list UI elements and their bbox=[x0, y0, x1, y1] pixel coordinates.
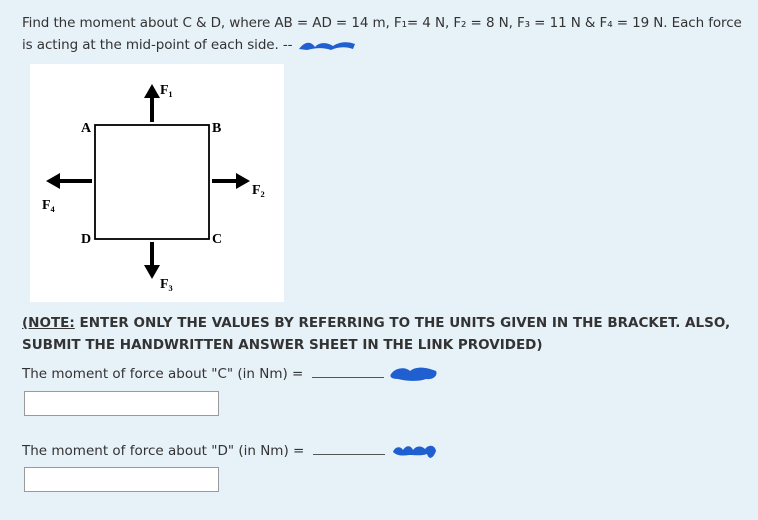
redaction-scribble-icon bbox=[297, 38, 359, 52]
instruction-note bbox=[22, 312, 747, 356]
answer-c-blank-line bbox=[312, 377, 384, 378]
corner-label-b: B bbox=[212, 121, 222, 136]
answer-c-label: The moment of force about "C" (in Nm) = bbox=[22, 366, 304, 382]
force-arrow-f2 bbox=[212, 173, 250, 189]
answer-d-blank-line bbox=[313, 454, 385, 455]
answer-c-input[interactable] bbox=[24, 391, 219, 416]
question-text bbox=[22, 12, 747, 56]
answer-c-prompt bbox=[22, 365, 440, 383]
note-text: ENTER ONLY THE VALUES BY REFERRING TO THE UNITS GIVEN IN THE BRACKET. ALSO, SUBMIT THE HANDWRITTEN ANSWER SHEET IN THE LINK PROVIDED) bbox=[22, 315, 731, 353]
force-diagram bbox=[30, 64, 284, 302]
plate-square bbox=[95, 125, 209, 239]
corner-label-d: D bbox=[81, 232, 92, 247]
answer-d-input[interactable] bbox=[24, 467, 219, 492]
answer-d-prompt bbox=[22, 440, 441, 462]
question-body: Find the moment about C & D, where AB = AD = 14 m, F₁= 4 N, F₂ = 8 N, F₃ = 11 N & F₄ = 19 N. Each force is acting at the mid-point of each side. -- bbox=[22, 15, 742, 53]
force-arrow-f1 bbox=[144, 84, 160, 122]
answer-c-scribble-icon bbox=[388, 365, 440, 383]
force-label-f2: F₂ bbox=[252, 183, 265, 198]
force-label-f4: F₄ bbox=[42, 198, 55, 213]
force-arrow-f4 bbox=[46, 173, 92, 189]
force-arrow-f3 bbox=[144, 242, 160, 279]
answer-d-label: The moment of force about "D" (in Nm) = bbox=[22, 443, 305, 459]
corner-label-c: C bbox=[212, 232, 223, 247]
corner-label-a: A bbox=[81, 121, 92, 136]
force-label-f3: F₃ bbox=[160, 277, 173, 292]
force-label-f1: F₁ bbox=[160, 83, 173, 98]
answer-d-scribble-icon bbox=[389, 440, 441, 462]
note-prefix: (NOTE: bbox=[22, 315, 75, 331]
force-diagram-svg bbox=[30, 64, 284, 302]
